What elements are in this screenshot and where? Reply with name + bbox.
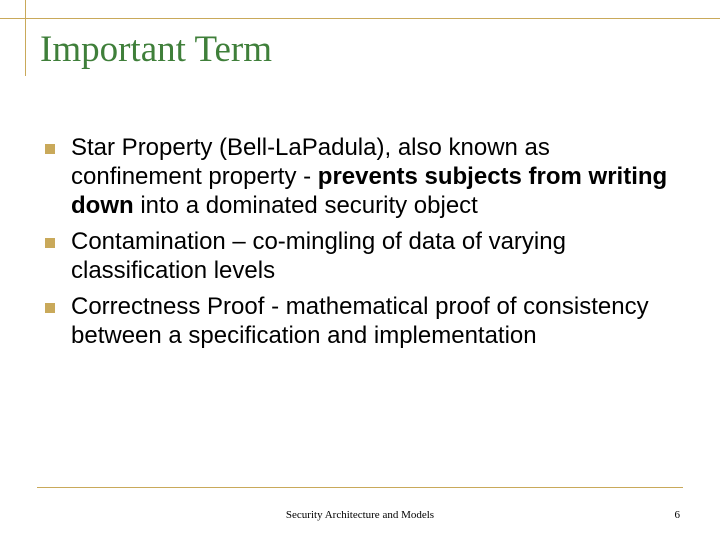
bullet-item-correctness-proof bbox=[45, 292, 685, 350]
top-divider-line bbox=[0, 18, 720, 19]
bullet-text: Contamination – co-mingling of data of varying classification levels bbox=[71, 228, 566, 284]
bullet-text: Correctness Proof - mathematical proof of consistency between a specification and implementation bbox=[71, 293, 649, 349]
slide-title: Important Term bbox=[40, 29, 273, 70]
square-bullet-icon bbox=[45, 144, 55, 154]
bottom-divider-line bbox=[37, 487, 683, 488]
bullet-item-contamination bbox=[45, 227, 685, 285]
slide-number: 6 bbox=[674, 509, 680, 521]
bullet-text-continued: into a dominated security object bbox=[133, 192, 478, 219]
square-bullet-icon bbox=[45, 238, 55, 248]
bullet-text: Star Property (Bell-LaPadula), also known as confinement property - bbox=[71, 134, 550, 190]
bullet-list bbox=[45, 133, 685, 357]
slide-footer: Security Architecture and Models bbox=[285, 509, 435, 521]
left-accent-line bbox=[25, 0, 26, 76]
bullet-item-star-property bbox=[45, 133, 685, 220]
bullet-bold-text: prevents subjects from writing down bbox=[71, 163, 668, 219]
square-bullet-icon bbox=[45, 303, 55, 313]
